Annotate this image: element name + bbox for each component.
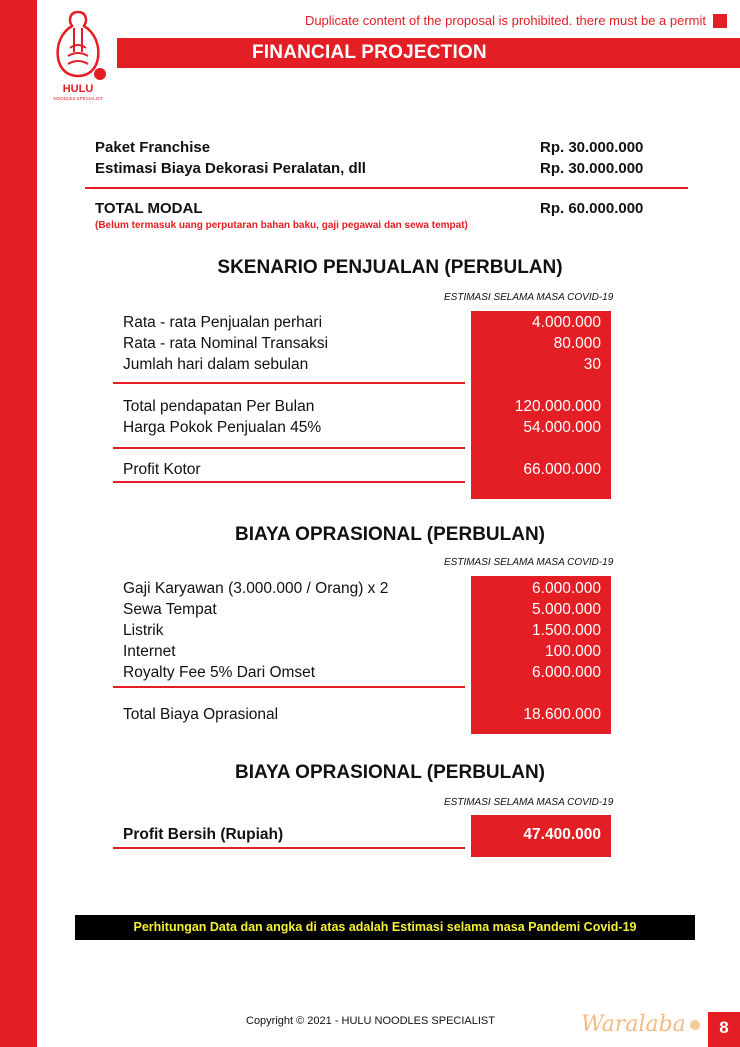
copyright-text: Copyright © 2021 - HULU NOODLES SPECIALIST: [246, 1015, 495, 1027]
operational-row-value: 1.500.000: [532, 622, 601, 639]
svg-text:NOODLES SPECIALIST: NOODLES SPECIALIST: [53, 96, 103, 101]
svg-text:Waralaba: Waralaba: [581, 1012, 686, 1037]
sales-row-value: 30: [583, 356, 601, 373]
profit-value: 47.400.000: [523, 826, 601, 843]
sales-row-label: Jumlah hari dalam sebulan: [123, 356, 309, 373]
operational-row-label: Total Biaya Oprasional: [123, 706, 279, 723]
total-modal-label: TOTAL MODAL: [95, 200, 203, 217]
operational-row-label: Sewa Tempat: [123, 601, 217, 618]
profit-section-title: BIAYA OPRASIONAL (PERBULAN): [234, 762, 546, 783]
total-modal-value: Rp. 60.000.000: [540, 200, 644, 217]
sales-divider: [113, 447, 465, 449]
sales-section-title: SKENARIO PENJUALAN (PERBULAN): [217, 257, 563, 278]
operational-row-value: 6.000.000: [532, 580, 601, 597]
sales-row-value: 80.000: [553, 335, 601, 352]
hulu-logo: [42, 8, 114, 102]
sales-row-value: 66.000.000: [523, 461, 601, 478]
sales-row-label: Profit Kotor: [123, 461, 201, 478]
sales-row-label: Rata - rata Penjualan perhari: [123, 314, 323, 331]
sales-divider: [113, 481, 465, 483]
profit-divider: [113, 847, 465, 849]
svg-text:HULU: HULU: [62, 83, 94, 95]
capital-item-label: Estimasi Biaya Dekorasi Peralatan, dll: [95, 160, 366, 177]
operational-row-label: Royalty Fee 5% Dari Omset: [123, 664, 316, 681]
operational-row-label: Listrik: [123, 622, 164, 639]
operational-row-label: Internet: [123, 643, 176, 660]
sales-divider: [113, 382, 465, 384]
sales-row-value: 120.000.000: [514, 398, 601, 415]
sales-estimate-label: ESTIMASI SELAMA MASA COVID-19: [444, 292, 614, 303]
capital-item-value: Rp. 30.000.000: [540, 139, 644, 156]
capital-item-value: Rp. 30.000.000: [540, 160, 644, 177]
profit-estimate-label: ESTIMASI SELAMA MASA COVID-19: [444, 797, 614, 808]
capital-note: (Belum termasuk uang perputaran bahan baku, gaji pegawai dan sewa tempat): [95, 220, 468, 231]
sales-row-label: Rata - rata Nominal Transaksi: [123, 335, 329, 352]
profit-label: Profit Bersih (Rupiah): [123, 826, 284, 843]
sales-row-label: Total pendapatan Per Bulan: [123, 398, 315, 415]
waralaba-watermark: [577, 1005, 707, 1043]
sales-row-value: 54.000.000: [523, 419, 601, 436]
operational-row-value: 5.000.000: [532, 601, 601, 618]
operational-divider: [113, 686, 465, 688]
sales-row-value: 4.000.000: [532, 314, 601, 331]
capital-divider: [85, 187, 688, 189]
operational-row-value: 100.000: [544, 643, 601, 660]
estimate-banner-text: Perhitungan Data dan angka di atas adalah Estimasi selama masa Pandemi Covid-19: [133, 920, 637, 934]
operational-estimate-label: ESTIMASI SELAMA MASA COVID-19: [444, 557, 614, 568]
notice-square-icon: [713, 14, 727, 28]
operational-section-title: BIAYA OPRASIONAL (PERBULAN): [234, 524, 546, 545]
page-title: FINANCIAL PROJECTION: [252, 42, 487, 63]
permit-notice: Duplicate content of the proposal is prohibited. there must be a permit: [304, 13, 706, 28]
capital-item-label: Paket Franchise: [95, 139, 211, 156]
sales-row-label: Harga Pokok Penjualan 45%: [123, 419, 322, 436]
operational-row-value: 18.600.000: [523, 706, 601, 723]
operational-row-label: Gaji Karyawan (3.000.000 / Orang) x 2: [123, 580, 389, 597]
operational-row-value: 6.000.000: [532, 664, 601, 681]
page-number: 8: [719, 1018, 729, 1037]
